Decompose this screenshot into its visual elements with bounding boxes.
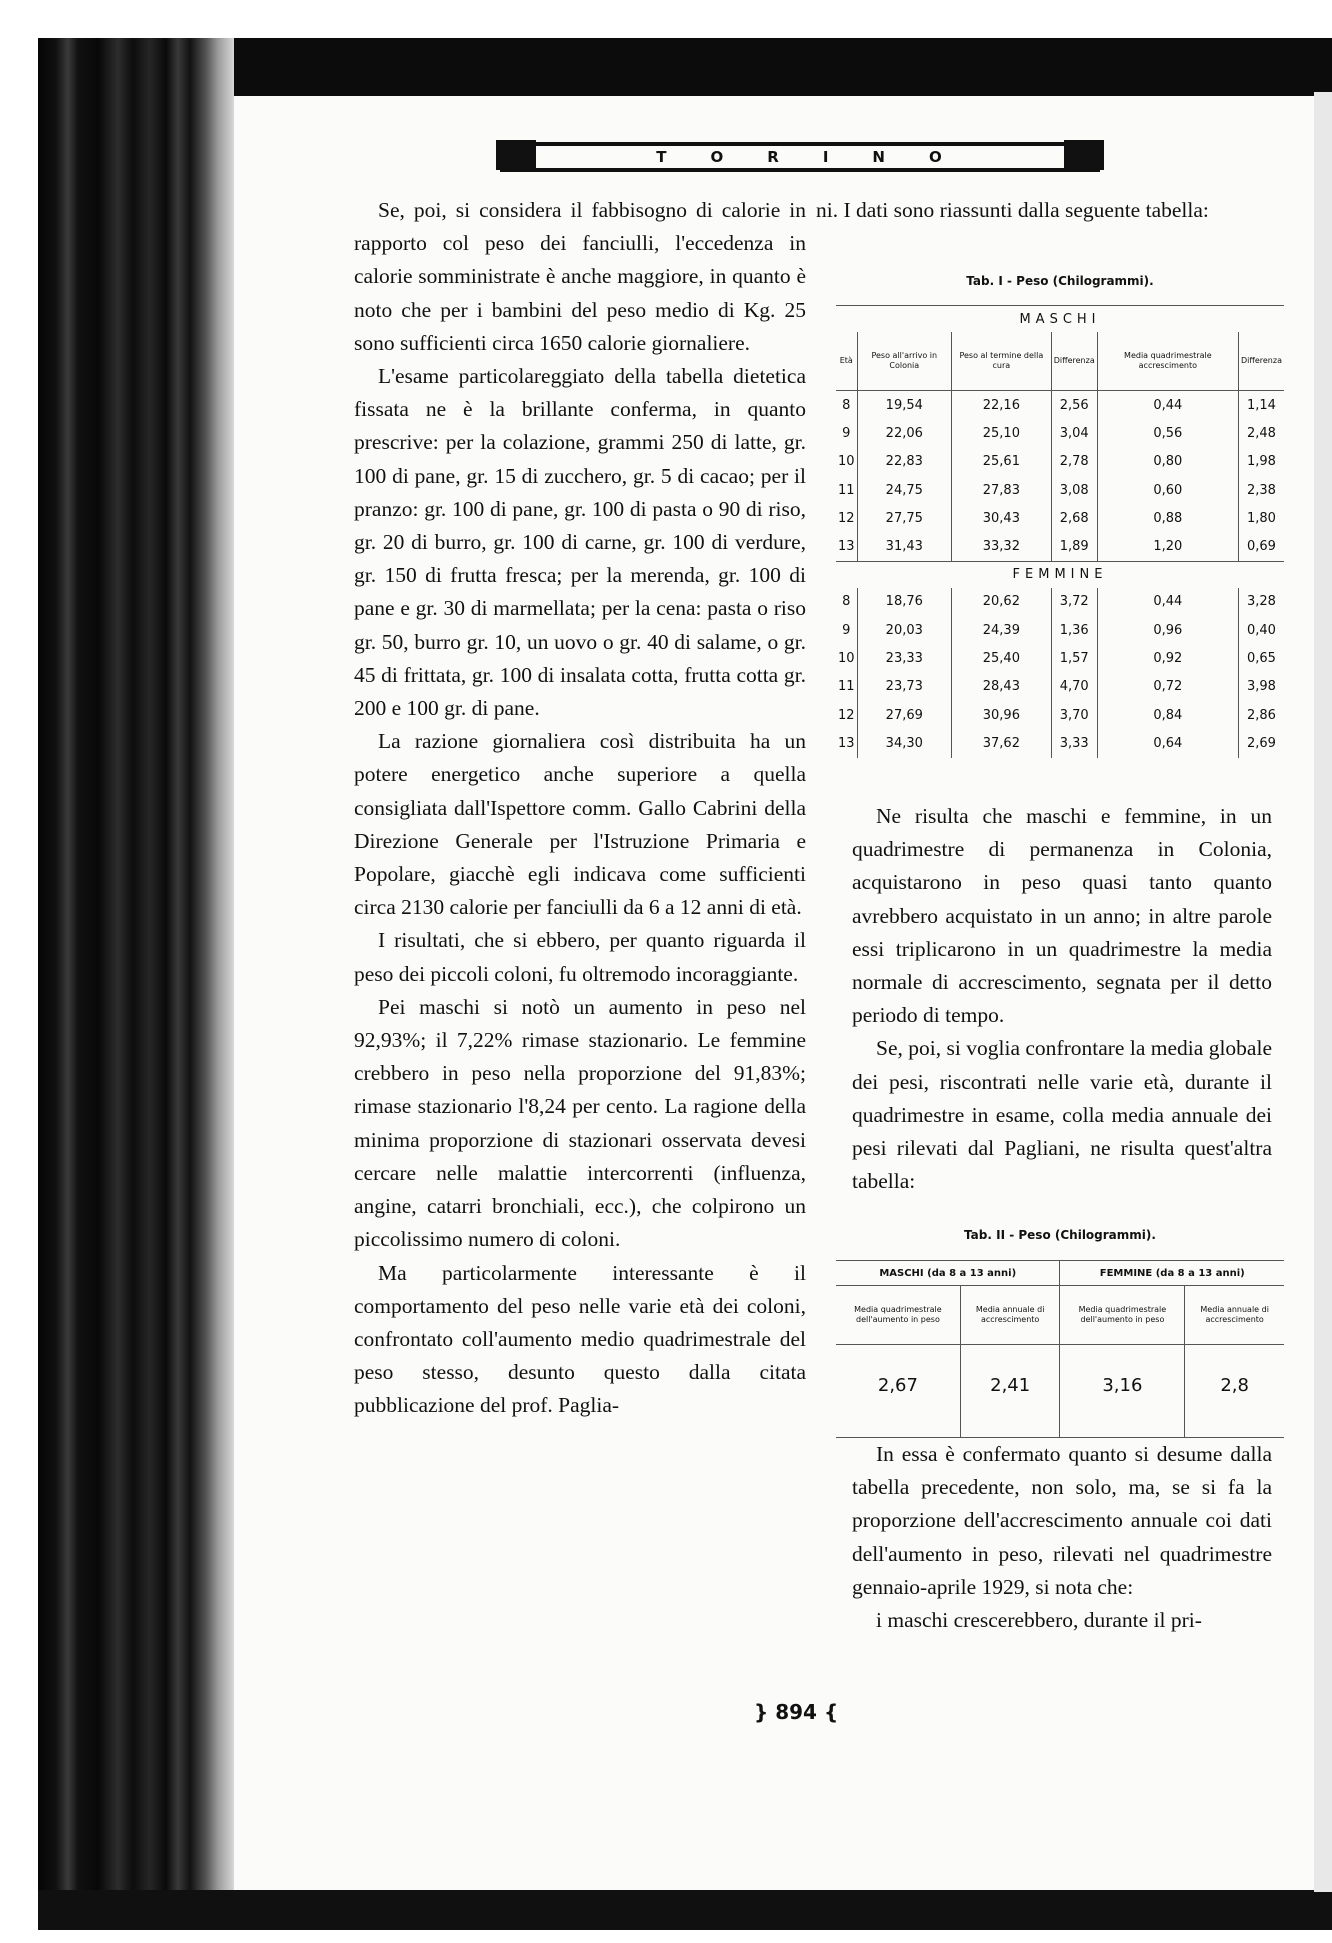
col-header: Media quadrimestrale accrescimento bbox=[1097, 332, 1238, 391]
group-maschi: MASCHI bbox=[836, 306, 1284, 333]
table-cell: 27,69 bbox=[857, 701, 951, 729]
maschi-header: MASCHI (da 8 a 13 anni) bbox=[836, 1261, 1060, 1286]
table-cell: 2,69 bbox=[1238, 729, 1284, 757]
table-cell: 11 bbox=[838, 679, 855, 695]
col-header: Peso all'arrivo in Colonia bbox=[857, 332, 951, 391]
right-column-middle bbox=[852, 800, 1272, 1198]
col-header: Peso al termine della cura bbox=[952, 332, 1052, 391]
header-letter: O bbox=[928, 148, 944, 166]
table-cell: 8 bbox=[842, 594, 851, 610]
paragraph: Se, poi, si considera il fabbisogno di calorie in rapporto col peso dei fanciulli, l'eccedenza in calorie somministrate è anche maggiore, in quanto è noto che per i bambini del peso medio di Kg. 25 sono sufficienti circa 1650 calorie giornaliere. bbox=[354, 198, 806, 355]
table-cell: 1,80 bbox=[1238, 504, 1284, 532]
table-cell: 0,60 bbox=[1097, 476, 1238, 504]
table-row bbox=[836, 504, 1284, 532]
sub-header: Media annuale di accrescimento bbox=[1185, 1286, 1284, 1345]
table-cell: 0,69 bbox=[1238, 532, 1284, 561]
col-header: Differenza bbox=[1051, 332, 1097, 391]
paragraph: Ne risulta che maschi e femmine, in un quadrimestre di permanenza in Colonia, acquistarono in peso quasi tanto quanto avrebbero acquistato in un anno; in altre parole essi triplicarono in un quadrimestre la media normale di accrescimento, segnata per il detto periodo di tempo. bbox=[852, 804, 1272, 1028]
table-cell: 20,03 bbox=[857, 616, 951, 644]
table-cell: 27,83 bbox=[952, 476, 1052, 504]
table-cell: 3,98 bbox=[1238, 673, 1284, 701]
table-cell: 10 bbox=[838, 651, 855, 667]
table-row bbox=[836, 419, 1284, 447]
paragraph: La razione giornaliera così distribuita ha un potere energetico anche superiore a quella consigliata dall'Ispettore comm. Gallo Cabrini della Direzione Generale per l'Istruzione Primaria e Popolare, giacchè egli indicava come sufficienti circa 2130 calorie per fanciulli da 6 a 12 anni di età. bbox=[354, 729, 806, 920]
table-cell: 31,43 bbox=[857, 532, 951, 561]
table-cell: 34,30 bbox=[857, 729, 951, 757]
table-peso-eta bbox=[836, 305, 1284, 758]
group-femmine: FEMMINE bbox=[836, 561, 1284, 588]
table-cell: 37,62 bbox=[952, 729, 1052, 757]
table-cell: 30,43 bbox=[952, 504, 1052, 532]
table-cell: 33,32 bbox=[952, 532, 1052, 561]
paragraph: Se, poi, si voglia confrontare la media globale dei pesi, riscontrati nelle varie età, durante il quadrimestre in esame, colla media annuale dei pesi rilevati dal Pagliani, ne risulta quest'altra tabella: bbox=[852, 1036, 1272, 1194]
paragraph: Ma particolarmente interessante è il comportamento del peso nelle varie età dei coloni, confrontato coll'aumento medio quadrimestrale del peso stesso, desunto questo dalla citata pubblicazione del prof. Paglia- bbox=[354, 1260, 806, 1418]
table-cell: 25,10 bbox=[952, 419, 1052, 447]
table-cell: 3,08 bbox=[1051, 476, 1097, 504]
running-header bbox=[500, 142, 1100, 172]
table-cell: 0,84 bbox=[1097, 701, 1238, 729]
table-cell: 28,43 bbox=[952, 673, 1052, 701]
table-cell: 25,40 bbox=[952, 644, 1052, 672]
table-cell: 2,48 bbox=[1238, 419, 1284, 447]
table-cell: 13 bbox=[838, 539, 855, 555]
table-cell: 2,78 bbox=[1051, 448, 1097, 476]
table-cell: 18,76 bbox=[857, 588, 951, 616]
table-row bbox=[836, 532, 1284, 561]
table-cell: 3,33 bbox=[1051, 729, 1097, 757]
header-ornament-right bbox=[1064, 140, 1104, 170]
table-row bbox=[836, 644, 1284, 672]
table-cell: 12 bbox=[838, 510, 855, 526]
scan-bottom-band bbox=[38, 1890, 1332, 1930]
table-cell: 0,40 bbox=[1238, 616, 1284, 644]
table-cell: 25,61 bbox=[952, 448, 1052, 476]
header-letter: I bbox=[822, 148, 831, 166]
table-cell: 2,8 bbox=[1185, 1345, 1284, 1426]
table-row bbox=[836, 729, 1284, 757]
table-cell: 10 bbox=[838, 454, 855, 470]
table-cell: 9 bbox=[842, 425, 851, 441]
header-letter: T bbox=[656, 148, 669, 166]
left-column bbox=[354, 194, 806, 1423]
scan-top-margin bbox=[0, 0, 1332, 40]
table-cell: 12 bbox=[838, 707, 855, 723]
table-cell: 23,33 bbox=[857, 644, 951, 672]
table-cell: 1,57 bbox=[1051, 644, 1097, 672]
header-letter: O bbox=[710, 148, 726, 166]
femmine-header: FEMMINE (da 8 a 13 anni) bbox=[1060, 1261, 1284, 1286]
table-cell: 0,44 bbox=[1097, 391, 1238, 420]
table-row bbox=[836, 476, 1284, 504]
table-cell: 22,83 bbox=[857, 448, 951, 476]
femmine-rows bbox=[836, 588, 1284, 758]
table-cell: 1,36 bbox=[1051, 616, 1097, 644]
table-cell: 3,70 bbox=[1051, 701, 1097, 729]
table-cell: 3,04 bbox=[1051, 419, 1097, 447]
table-cell: 0,88 bbox=[1097, 504, 1238, 532]
table-cell: 4,70 bbox=[1051, 673, 1097, 701]
table-cell: 1,20 bbox=[1097, 532, 1238, 561]
table-cell: 1,14 bbox=[1238, 391, 1284, 420]
table-cell: 0,64 bbox=[1097, 729, 1238, 757]
table-row bbox=[836, 588, 1284, 616]
table-cell: 2,56 bbox=[1051, 391, 1097, 420]
book-spine-shadow bbox=[38, 38, 234, 1918]
table-cell: 8 bbox=[842, 397, 851, 413]
table-cell: 0,92 bbox=[1097, 644, 1238, 672]
table-cell: 13 bbox=[838, 735, 855, 751]
table-cell: 2,38 bbox=[1238, 476, 1284, 504]
paragraph: i maschi crescerebbero, durante il pri- bbox=[876, 1608, 1202, 1633]
table-cell: 22,06 bbox=[857, 419, 951, 447]
table-row bbox=[836, 391, 1284, 420]
header-letter: R bbox=[767, 148, 781, 166]
page-number-bracket-left: } bbox=[754, 1700, 769, 1724]
paragraph: L'esame particolareggiato della tabella dietetica fissata ne è la brillante conferma, in quanto prescrive: per la colazione, grammi 250 di latte, gr. 100 di pane, gr. 15 di zucchero, gr. 5 di cacao; per il pranzo: gr. 100 di pane, gr. 100 di pasta o 90 di riso, gr. 20 di burro, gr. 100 di carne, gr. 100 di verdure, gr. 150 di frutta fresca; per la merenda, gr. 100 di pane e gr. 30 di marmellata; per la cena: pasta o riso gr. 50, burro gr. 10, un uovo o gr. 40 di salame, o gr. 45 di frittata, gr. 100 di insalata cotta, frutta cotta gr. 200 e 100 gr. di pane. bbox=[354, 364, 806, 721]
page-number-bracket-right: { bbox=[823, 1700, 839, 1724]
right-column-bottom bbox=[852, 1438, 1272, 1637]
table-cell: 0,96 bbox=[1097, 616, 1238, 644]
table1-caption: Tab. I - Peso (Chilogrammi). bbox=[966, 274, 1154, 288]
header-letter: N bbox=[872, 148, 887, 166]
table-cell: 0,44 bbox=[1097, 588, 1238, 616]
table-cell: 2,68 bbox=[1051, 504, 1097, 532]
table-cell: 0,65 bbox=[1238, 644, 1284, 672]
table-cell: 30,96 bbox=[952, 701, 1052, 729]
table-cell: 11 bbox=[838, 482, 855, 498]
header-ornament-left bbox=[496, 140, 536, 170]
table-cell: 2,41 bbox=[960, 1345, 1060, 1426]
table-cell: 1,98 bbox=[1238, 448, 1284, 476]
table-cell: 24,75 bbox=[857, 476, 951, 504]
table-cell: 3,72 bbox=[1051, 588, 1097, 616]
table-cell: 3,28 bbox=[1238, 588, 1284, 616]
table-cell: 0,72 bbox=[1097, 673, 1238, 701]
table-cell: 22,16 bbox=[952, 391, 1052, 420]
table-cell: 3,16 bbox=[1060, 1345, 1185, 1426]
sub-header: Media quadrimestrale dell'aumento in peso bbox=[836, 1286, 960, 1345]
table-cell: 9 bbox=[842, 622, 851, 638]
table-cell: 19,54 bbox=[857, 391, 951, 420]
table-row bbox=[836, 616, 1284, 644]
table-cell: 20,62 bbox=[952, 588, 1052, 616]
sub-header: Media annuale di accrescimento bbox=[960, 1286, 1060, 1345]
paragraph: I risultati, che si ebbero, per quanto riguarda il peso dei piccoli coloni, fu oltremodo incoraggiante. bbox=[354, 928, 806, 986]
table-cell: 2,86 bbox=[1238, 701, 1284, 729]
sub-header: Media quadrimestrale dell'aumento in peso bbox=[1060, 1286, 1185, 1345]
col-header: Differenza bbox=[1238, 332, 1284, 391]
page-number bbox=[754, 1700, 838, 1724]
col-header: Età bbox=[836, 332, 857, 391]
table-cell: 27,75 bbox=[857, 504, 951, 532]
right-column-intro bbox=[816, 194, 1272, 227]
paragraph: Pei maschi si notò un aumento in peso nel 92,93%; il 7,22% rimase stazionario. Le femmine crebbero in peso nella proporzione del 91,83%; rimase stazionario l'8,24 per cento. La ragione della minima proporzione di stazionari osservata devesi cercare nelle malattie intercorrenti (influenza, angine, catarri bronchiali, ecc.), che colpirono un piccolissimo numero di coloni. bbox=[354, 994, 806, 1252]
table-cell: 0,56 bbox=[1097, 419, 1238, 447]
paragraph: In essa è confermato quanto si desume dalla tabella precedente, non solo, ma, se si fa la proporzione dell'accrescimento annuale coi dati dell'aumento in peso, rilevati nel quadrimestre gennaio-aprile 1929, si nota che: bbox=[852, 1442, 1272, 1599]
table-cell: 2,67 bbox=[877, 1374, 918, 1396]
table-cell: 0,80 bbox=[1097, 448, 1238, 476]
page-number-value: 894 bbox=[775, 1700, 817, 1724]
table-row bbox=[836, 701, 1284, 729]
paragraph: ni. I dati sono riassunti dalla seguente tabella: bbox=[816, 198, 1209, 222]
table-row bbox=[836, 448, 1284, 476]
table-cell: 24,39 bbox=[952, 616, 1052, 644]
table-cell: 1,89 bbox=[1051, 532, 1097, 561]
table-cell: 23,73 bbox=[857, 673, 951, 701]
table-row bbox=[836, 673, 1284, 701]
table2-caption: Tab. II - Peso (Chilogrammi). bbox=[964, 1228, 1156, 1242]
maschi-rows bbox=[836, 391, 1284, 562]
table-media-globale bbox=[836, 1260, 1284, 1438]
scan-right-edge bbox=[1314, 92, 1332, 1892]
